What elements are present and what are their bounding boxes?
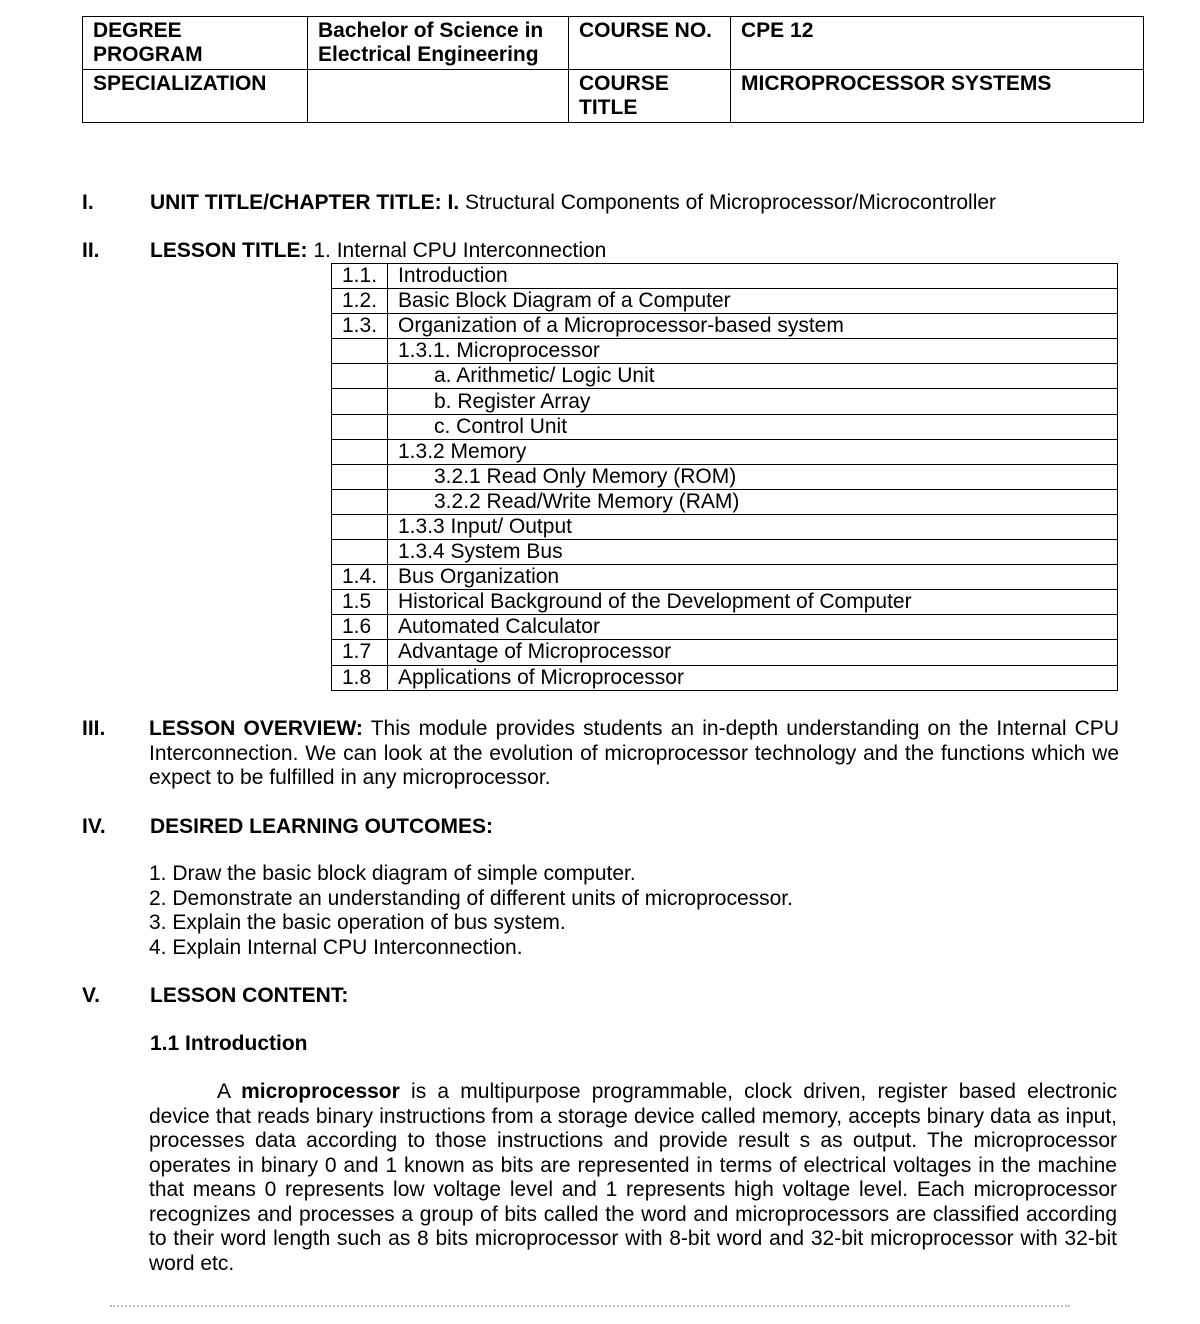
toc-row-title: Bus Organization xyxy=(388,565,1118,590)
toc-row-number xyxy=(332,514,388,539)
toc-row xyxy=(332,289,1118,314)
lesson-content-label: LESSON CONTENT: xyxy=(150,984,349,1007)
toc-row-title: Automated Calculator xyxy=(388,615,1118,640)
course-no-label: COURSE NO. xyxy=(569,17,731,70)
intro-lead: A xyxy=(217,1080,230,1103)
toc-row-title: 3.2.1 Read Only Memory (ROM) xyxy=(388,464,1118,489)
lesson-overview-text: This module provides students an in-depth understanding on the Internal CPU Interconnection. We can look at the evolution of microprocessor technology and the functions which we expect to be fulfilled in any microprocessor. xyxy=(149,717,1119,789)
toc-row-number xyxy=(332,540,388,565)
toc-row-title: a. Arithmetic/ Logic Unit xyxy=(388,364,1118,389)
lesson-title-line xyxy=(150,239,606,263)
toc-row-title: Basic Block Diagram of a Computer xyxy=(388,289,1118,314)
toc-row-number xyxy=(332,339,388,364)
toc-row xyxy=(332,565,1118,590)
toc-row-title: Organization of a Microprocessor-based system xyxy=(388,314,1118,339)
toc-row-title: 3.2.2 Read/Write Memory (RAM) xyxy=(388,489,1118,514)
toc-row-number xyxy=(332,464,388,489)
section-numeral-content: V. xyxy=(82,984,100,1007)
unit-title-label: UNIT TITLE/CHAPTER TITLE: xyxy=(150,191,442,214)
section-numeral-overview: III. xyxy=(82,717,106,740)
course-title-label: COURSE TITLE xyxy=(569,70,731,123)
toc-row-number: 1.2. xyxy=(332,289,388,314)
specialization-label: SPECIALIZATION xyxy=(83,70,308,123)
section-numeral-lesson: II. xyxy=(82,239,100,262)
toc-row xyxy=(332,464,1118,489)
toc-row xyxy=(332,615,1118,640)
toc-row xyxy=(332,339,1118,364)
lesson-overview xyxy=(149,717,1119,791)
toc-row-title: 1.3.3 Input/ Output xyxy=(388,514,1118,539)
lesson-overview-label: LESSON OVERVIEW: xyxy=(149,717,363,740)
specialization-value xyxy=(308,70,569,123)
toc-row-title: Introduction xyxy=(388,264,1118,289)
lesson-title-value: 1. Internal CPU Interconnection xyxy=(313,239,607,262)
course-header-table xyxy=(82,16,1144,123)
toc-row xyxy=(332,264,1118,289)
outcome-item: 3. Explain the basic operation of bus system. xyxy=(149,911,566,934)
toc-row xyxy=(332,665,1118,690)
introduction-paragraph xyxy=(149,1080,1117,1276)
toc-row xyxy=(332,414,1118,439)
toc-row xyxy=(332,540,1118,565)
toc-row-title: 1.3.4 System Bus xyxy=(388,540,1118,565)
toc-row-title: c. Control Unit xyxy=(388,414,1118,439)
course-no-value: CPE 12 xyxy=(731,17,1144,70)
toc-row-number: 1.6 xyxy=(332,615,388,640)
toc-row-number xyxy=(332,489,388,514)
subheading-introduction: 1.1 Introduction xyxy=(150,1032,308,1055)
toc-row-number xyxy=(332,364,388,389)
toc-row-title: 1.3.1. Microprocessor xyxy=(388,339,1118,364)
outcome-item: 2. Demonstrate an understanding of different units of microprocessor. xyxy=(149,886,793,910)
toc-row xyxy=(332,640,1118,665)
toc-row-number: 1.1. xyxy=(332,264,388,289)
outcomes-label: DESIRED LEARNING OUTCOMES: xyxy=(150,815,494,838)
unit-title-line xyxy=(150,191,996,215)
toc-row xyxy=(332,514,1118,539)
toc-row xyxy=(332,590,1118,615)
toc-row-title: Historical Background of the Development of Computer xyxy=(388,590,1118,615)
toc-row xyxy=(332,389,1118,414)
lesson-title-label: LESSON TITLE: xyxy=(150,239,308,262)
section-numeral-outcomes: IV. xyxy=(82,815,106,838)
toc-row-title: 1.3.2 Memory xyxy=(388,439,1118,464)
toc-row xyxy=(332,489,1118,514)
toc-row-number xyxy=(332,389,388,414)
toc-row xyxy=(332,439,1118,464)
toc-row-number xyxy=(332,439,388,464)
toc-row xyxy=(332,364,1118,389)
outcome-item: 4. Explain Internal CPU Interconnection. xyxy=(149,935,523,959)
toc-row-number: 1.7 xyxy=(332,640,388,665)
degree-program-label: DEGREE PROGRAM xyxy=(83,17,308,70)
toc-row-number xyxy=(332,414,388,439)
toc-row xyxy=(332,314,1118,339)
toc-row-title: b. Register Array xyxy=(388,389,1118,414)
course-title-value: MICROPROCESSOR SYSTEMS xyxy=(731,70,1144,123)
unit-title-value: Structural Components of Microprocessor/Microcontroller xyxy=(465,191,997,214)
lesson-toc-table xyxy=(331,263,1118,691)
toc-row-number: 1.4. xyxy=(332,565,388,590)
unit-title-number: I. xyxy=(447,191,460,214)
toc-row-title: Advantage of Microprocessor xyxy=(388,640,1118,665)
outcomes-list xyxy=(149,862,1118,960)
toc-row-number: 1.5 xyxy=(332,590,388,615)
intro-text: is a multipurpose programmable, clock driven, register based electronic device that reads binary instructions from a storage device called memory, accepts binary data as input, processes data according to those instructions and provide result s as output. The microprocessor operates in binary 0 and 1 known as bits are represented in terms of electrical voltages in the machine that means 0 represents low voltage level and 1 represents high voltage level. Each microprocessor recognizes and processes a group of bits called the word and microprocessors are classified according to their word length such as 8 bits microprocessor with 8-bit word and 32-bit microprocessor with 32-bit word etc. xyxy=(149,1080,1117,1275)
toc-row-number: 1.8 xyxy=(332,665,388,690)
toc-row-title: Applications of Microprocessor xyxy=(388,665,1118,690)
outcome-item: 1. Draw the basic block diagram of simple computer. xyxy=(149,862,636,885)
toc-row-number: 1.3. xyxy=(332,314,388,339)
footer-divider xyxy=(110,1305,1070,1307)
section-numeral-unit: I. xyxy=(82,191,94,214)
degree-program-value: Bachelor of Science in Electrical Engineering xyxy=(308,17,569,70)
intro-term: microprocessor xyxy=(241,1080,400,1103)
